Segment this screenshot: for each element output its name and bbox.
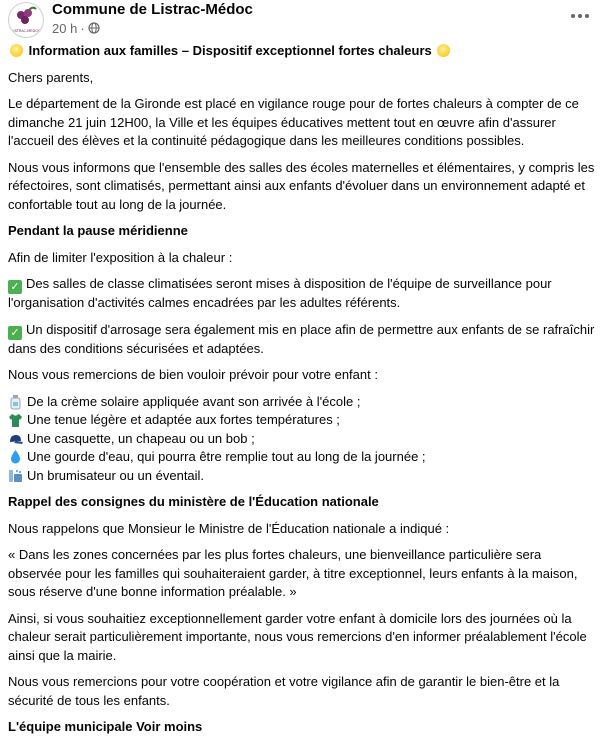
greeting: Chers parents,: [8, 69, 94, 85]
page-author-name[interactable]: Commune de Listrac-Médoc: [52, 1, 253, 18]
list-item-text: Une casquette, un chapeau ou un bob ;: [27, 430, 255, 446]
dot-icon: [578, 14, 582, 18]
svg-text:LISTRAC-MÉDOC: LISTRAC-MÉDOC: [11, 29, 41, 33]
list-item: [8, 430, 596, 449]
checklist: [8, 393, 596, 486]
check-item: [8, 275, 596, 313]
section-intro: Afin de limiter l'exposition à la chaleur :: [8, 249, 233, 265]
list-intro: Nous vous remercions de bien vouloir prévoir pour votre enfant :: [8, 367, 378, 382]
cap-icon: [8, 431, 23, 447]
meta-separator: ·: [80, 21, 85, 36]
check-item-text: Un dispositif d'arrosage sera également mis en place afin de permettre aux enfants de se rafraîchir dans des conditions sécurisées et adaptées.: [8, 321, 595, 356]
paragraph-remerciements: Nous vous remercions pour votre coopération et votre vigilance afin de garantir le bien-être et la sécurité de tous les enfants.: [8, 674, 560, 708]
section-heading-pause: Pendant la pause méridienne: [8, 223, 188, 238]
quote: « Dans les zones concernées par les plus fortes chaleurs, une bienveillance particulière sera observée pour les familles qui souhaiteraient garder, à titre exceptionnel, leurs enfants à la maison, sous réserve d'une bonne information préalable. »: [8, 547, 578, 599]
check-mark-icon: ✓: [8, 326, 22, 340]
lotion-bottle-icon: [8, 394, 23, 410]
post-header: [8, 0, 598, 40]
paragraph-domicile: Ainsi, si vous souhaitiez exceptionnellement garder votre enfant à domicile lors des journées où la chaleur serait particulièrement importante, nous vous remercions d'en informer préalablement l'école ainsi que la mairie.: [8, 610, 587, 663]
post-body: [8, 42, 596, 745]
signature-line: [8, 718, 596, 737]
post-timestamp[interactable]: 20 h: [52, 21, 78, 36]
sun-icon: [10, 44, 23, 57]
see-less-link[interactable]: Voir moins: [136, 719, 203, 734]
list-item-text: Une tenue légère et adaptée aux fortes températures ;: [27, 412, 340, 427]
check-item: [8, 321, 596, 359]
post-title: [8, 42, 596, 61]
paragraph-vigilance: Le département de la Gironde est placé en vigilance rouge pour de fortes chaleurs à compter de ce dimanche 21 juin 12H00, la Ville et les équipes éducatives mettent tout en œuvre afin d'assurer l'accueil des élèves et la continuité pédagogique dans les meilleures conditions possibles.: [8, 96, 579, 148]
post-title-text: Information aux familles – Dispositif exceptionnel fortes chaleurs: [28, 43, 432, 58]
list-item: [8, 467, 596, 486]
shower-icon: [8, 468, 23, 484]
globe-icon[interactable]: [88, 22, 100, 34]
list-item-text: Une gourde d'eau, qui pourra être remplie tout au long de la journée ;: [27, 449, 426, 464]
list-item: [8, 393, 596, 412]
list-item: [8, 411, 596, 430]
check-item-text: Des salles de classe climatisées seront mises à disposition de l'équipe de surveillance pour l'organisation d'activités calmes encadrées par les adultes référents.: [8, 276, 552, 310]
dot-icon: [585, 14, 589, 18]
sun-icon: [437, 44, 450, 57]
commune-logo-icon: [9, 3, 43, 37]
avatar[interactable]: [8, 2, 44, 38]
paragraph-rappel: Nous rappelons que Monsieur le Ministre de l'Éducation nationale a indiqué :: [8, 520, 450, 536]
water-drop-icon: [8, 449, 23, 465]
list-item-text: De la crème solaire appliquée avant son arrivée à l'école ;: [27, 393, 361, 409]
check-mark-icon: ✓: [8, 280, 22, 294]
tshirt-icon: [8, 412, 23, 428]
more-options-button[interactable]: [566, 6, 594, 26]
section-heading-ministere: Rappel des consignes du ministère de l'Éducation nationale: [8, 494, 379, 509]
dot-icon: [571, 14, 575, 18]
paragraph-climatisation: Nous vous informons que l'ensemble des salles des écoles maternelles et élémentaires, y compris les réfectoires, sont climatisés, permettant ainsi aux enfants d'évoluer dans un environnement adapté et confortable tout au long de la journée.: [8, 159, 595, 212]
post-meta: [52, 21, 100, 36]
signature: L'équipe municipale: [8, 719, 133, 734]
list-item: [8, 448, 596, 467]
list-item-text: Un brumisateur ou un éventail.: [27, 467, 205, 483]
